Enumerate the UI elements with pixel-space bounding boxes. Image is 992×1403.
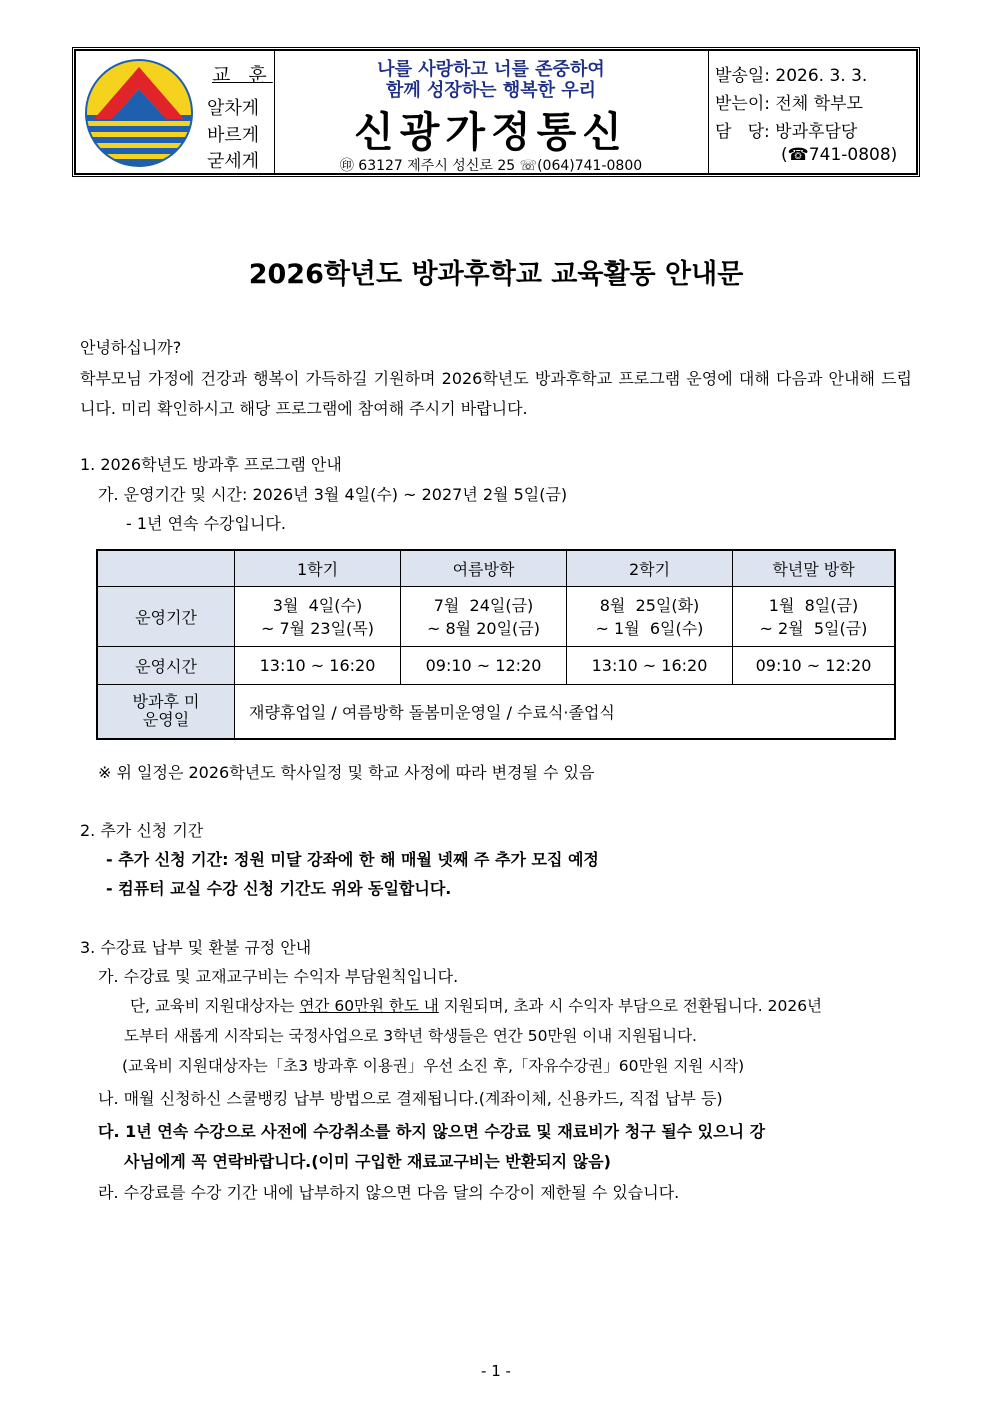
document-title: 2026학년도 방과후학교 교육활동 안내문 bbox=[248, 259, 744, 290]
section3-ga-detail-line2: 도부터 새롭게 시작되는 국정사업으로 3학년 학생들은 연간 50만원 이내 지원됩니다. bbox=[124, 1027, 697, 1045]
time-cell: 13:10 ~ 16:20 bbox=[235, 646, 401, 684]
section1-heading: 1. 2026학년도 방과후 프로그램 안내 bbox=[80, 455, 342, 474]
schedule-table bbox=[96, 549, 896, 740]
period-cell: 1월 8일(금) ~ 2월 5일(금) bbox=[733, 586, 896, 646]
school-logo-icon bbox=[84, 57, 194, 169]
schedule-note: ※ 위 일정은 2026학년도 학사일정 및 학교 사정에 따라 변경될 수 있음 bbox=[98, 763, 595, 782]
page-number: - 1 - bbox=[481, 1362, 511, 1380]
contact-phone: (☎741-0808) bbox=[781, 145, 898, 165]
time-cell: 13:10 ~ 16:20 bbox=[567, 646, 733, 684]
logo-motto-column bbox=[76, 51, 275, 173]
support-limit-underline: 연간 60만원 한도 내 bbox=[299, 997, 439, 1015]
greeting: 안녕하십니까? bbox=[80, 338, 182, 357]
section1-item-ga: 가. 운영기간 및 시간: 2026년 3월 4일(수) ~ 2027년 2월 5일(금) bbox=[98, 485, 568, 504]
recipient: 받는이: 전체 학부모 bbox=[715, 94, 863, 114]
motto-line: 알차게 bbox=[207, 98, 260, 119]
time-cell: 09:10 ~ 12:20 bbox=[733, 646, 896, 684]
issue-info-column bbox=[709, 51, 918, 173]
section3-ga-detail-line3: (교육비 지원대상자는「초3 방과후 이용권」우선 소진 후,「자유수강권」60만원 지원 시작) bbox=[122, 1057, 745, 1075]
intro-paragraph: 학부모님 가정에 건강과 행복이 가득하길 기원하며 2026학년도 방과후학교 프로그램 운영에 대해 다음과 안내해 드립니다. 미리 확인하시고 해당 프로그램에 참여해 주시기 바랍니다. bbox=[80, 369, 912, 418]
slogan-line: 함께 성장하는 행복한 우리 bbox=[385, 80, 597, 101]
table-header-cell: 여름방학 bbox=[401, 550, 567, 586]
issue-date: 발송일: 2026. 3. 3. bbox=[715, 66, 868, 86]
time-cell: 09:10 ~ 12:20 bbox=[401, 646, 567, 684]
manager: 담 당: 방과후담당 bbox=[715, 122, 858, 142]
newsletter-masthead: 신광가정통신 bbox=[354, 108, 628, 156]
section3-ra: 라. 수강료를 수강 기간 내에 납부하지 않으면 다음 달의 수강이 제한될 수 있습니다. bbox=[98, 1183, 680, 1202]
newsletter-header bbox=[72, 47, 920, 177]
table-header-cell: 1학기 bbox=[235, 550, 401, 586]
closed-days-cell: 재량휴업일 / 여름방학 돌봄미운영일 / 수료식·졸업식 bbox=[235, 684, 896, 739]
table-header-cell: 학년말 방학 bbox=[733, 550, 896, 586]
table-corner-cell bbox=[97, 550, 235, 586]
table-header-cell: 2학기 bbox=[567, 550, 733, 586]
row-label-closed: 방과후 미 운영일 bbox=[97, 684, 235, 739]
row-label-time: 운영시간 bbox=[97, 646, 235, 684]
period-cell: 3월 4일(수) ~ 7월 23일(목) bbox=[235, 586, 401, 646]
row-label-period: 운영기간 bbox=[97, 586, 235, 646]
section3-na: 나. 매월 신청하신 스쿨뱅킹 납부 방법으로 결제됩니다.(계좌이체, 신용카드, 직접 납부 등) bbox=[98, 1089, 723, 1108]
motto-line: 굳세게 bbox=[207, 151, 260, 172]
section3-heading: 3. 수강료 납부 및 환불 규정 안내 bbox=[80, 938, 312, 957]
section3-da-line2: 사님에게 꼭 연락바랍니다.(이미 구입한 재료교구비는 반환되지 않음) bbox=[124, 1152, 611, 1171]
school-address: ㊞ 63127 제주시 성신로 25 ☏(064)741-0800 bbox=[339, 158, 643, 174]
motto-line: 바르게 bbox=[207, 125, 260, 146]
section1-sub: - 1년 연속 수강입니다. bbox=[126, 514, 286, 533]
period-cell: 7월 24일(금) ~ 8월 20일(금) bbox=[401, 586, 567, 646]
slogan-line: 나를 사랑하고 너를 존중하여 bbox=[377, 59, 605, 80]
section3-da-line1: 다. 1년 연속 수강으로 사전에 수강취소를 하지 않으면 수강료 및 재료비가 청구 될수 있으니 강 bbox=[98, 1122, 766, 1141]
section3-ga: 가. 수강료 및 교재교구비는 수익자 부담원칙입니다. bbox=[98, 967, 459, 986]
section2-line: - 추가 신청 기간: 정원 미달 강좌에 한 해 매월 넷째 주 추가 모집 예정 bbox=[106, 850, 599, 869]
section2-heading: 2. 추가 신청 기간 bbox=[80, 821, 204, 840]
section2-line: - 컴퓨터 교실 수강 신청 기간도 위와 동일합니다. bbox=[106, 879, 452, 898]
section3-ga-detail: 단, 교육비 지원대상자는 연간 60만원 한도 내 지원되며, 초과 시 수익자 부담으로 전환됩니다. 2026년 bbox=[130, 997, 823, 1015]
masthead-column bbox=[274, 51, 709, 173]
period-cell: 8월 25일(화) ~ 1월 6일(수) bbox=[567, 586, 733, 646]
motto-title: 교 훈 bbox=[212, 64, 273, 86]
